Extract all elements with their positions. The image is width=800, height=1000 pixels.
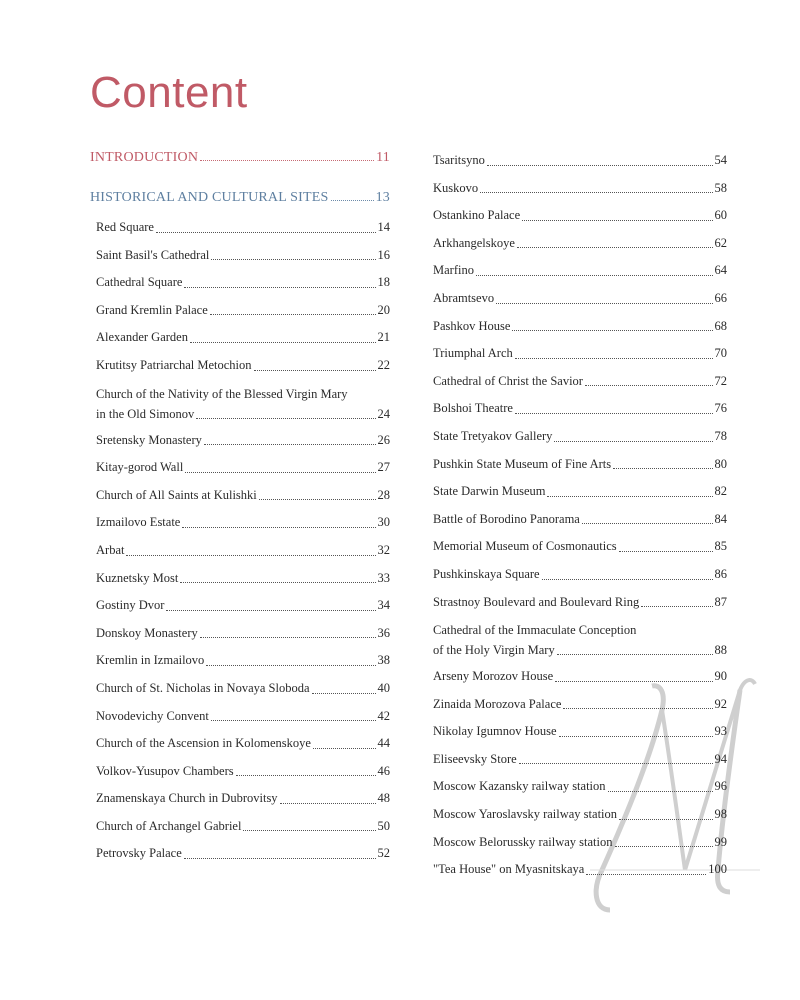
section-label: HISTORICAL AND CULTURAL SITES xyxy=(90,190,329,205)
toc-entry[interactable] xyxy=(433,691,727,719)
entry-title: Donskoy Monastery xyxy=(96,625,198,640)
entry-title: State Darwin Museum xyxy=(433,484,546,499)
page-number: 88 xyxy=(714,643,727,658)
page-number: 84 xyxy=(714,511,727,526)
entry-title: Saint Basil's Cathedral xyxy=(96,247,210,262)
page-number: 32 xyxy=(377,542,390,557)
dot-leader xyxy=(196,418,375,419)
dot-leader xyxy=(280,803,376,804)
entry-second-line xyxy=(96,404,390,424)
entry-title: Novodevichy Convent xyxy=(96,708,209,723)
entry-title: Kuskovo xyxy=(433,180,479,195)
toc-entry[interactable] xyxy=(90,482,390,510)
dot-leader xyxy=(496,303,712,304)
entry-title: Moscow Belorussky railway station xyxy=(433,834,613,849)
entry-title: Znamenskaya Church in Dubrovitsy xyxy=(96,791,278,806)
page-number: 100 xyxy=(708,862,727,877)
toc-entry[interactable] xyxy=(433,773,727,801)
entry-title-continued: in the Old Simonov xyxy=(96,406,195,421)
entry-title: Cathedral of Christ the Savior xyxy=(433,373,583,388)
page-number: 70 xyxy=(714,346,727,361)
page-number: 40 xyxy=(377,680,390,695)
page-number: 34 xyxy=(377,598,390,613)
toc-entry[interactable] xyxy=(90,324,390,352)
dot-leader xyxy=(211,720,376,721)
page-number: 78 xyxy=(714,428,727,443)
dot-leader xyxy=(182,527,375,528)
page-number: 54 xyxy=(714,153,727,167)
toc-entry[interactable] xyxy=(433,616,727,663)
dot-leader xyxy=(204,444,376,445)
dot-leader xyxy=(582,523,713,524)
page-number: 62 xyxy=(714,235,727,250)
dot-leader xyxy=(184,858,376,859)
toc-entry[interactable] xyxy=(90,509,390,537)
page-number: 42 xyxy=(377,708,390,723)
entry-title: Church of St. Nicholas in Novaya Sloboda xyxy=(96,680,310,695)
dot-leader xyxy=(559,736,713,737)
section-label: INTRODUCTION xyxy=(90,150,199,165)
entry-title: "Tea House" on Myasnitskaya xyxy=(433,862,585,877)
dot-leader xyxy=(243,830,375,831)
dot-leader xyxy=(476,275,713,276)
page-number: 48 xyxy=(377,791,390,806)
dot-leader xyxy=(331,200,374,201)
entry-title: Gostiny Dvor xyxy=(96,598,165,613)
dot-leader xyxy=(547,496,712,497)
dot-leader xyxy=(312,693,376,694)
entry-title: Church of All Saints at Kulishki xyxy=(96,487,257,502)
entry-title: Volkov-Yusupov Chambers xyxy=(96,763,234,778)
toc-section-introduction[interactable] xyxy=(90,150,390,170)
dot-leader xyxy=(585,385,713,386)
entry-title: Alexander Garden xyxy=(96,330,188,345)
toc-entry[interactable] xyxy=(433,395,727,423)
dot-leader xyxy=(619,551,713,552)
entry-title: Krutitsy Patriarchal Metochion xyxy=(96,357,252,372)
entry-title: Arbat xyxy=(96,542,125,557)
entry-title: Arkhangelskoye xyxy=(433,235,515,250)
dot-leader xyxy=(259,499,376,500)
entry-title: Bolshoi Theatre xyxy=(433,401,513,416)
dot-leader xyxy=(126,555,375,556)
dot-leader xyxy=(166,610,375,611)
page-number: 22 xyxy=(377,357,390,372)
dot-leader xyxy=(487,165,713,166)
entry-title: State Tretyakov Gallery xyxy=(433,428,553,443)
page-number: 80 xyxy=(714,456,727,471)
toc-entry[interactable] xyxy=(90,380,390,427)
dot-leader xyxy=(522,220,712,221)
toc-entry[interactable] xyxy=(90,813,390,841)
toc-entry[interactable] xyxy=(90,730,390,758)
entry-second-line xyxy=(433,640,727,660)
dot-leader xyxy=(190,342,376,343)
page-number: 72 xyxy=(714,373,727,388)
toc-entry[interactable] xyxy=(90,214,390,242)
page-number: 82 xyxy=(714,484,727,499)
entry-title: Kremlin in Izmailovo xyxy=(96,653,205,668)
page-title: Content xyxy=(90,68,248,117)
entry-title: Battle of Borodino Panorama xyxy=(433,511,580,526)
toc-left-column xyxy=(90,150,390,868)
toc-entry[interactable] xyxy=(433,368,727,396)
page-number: 68 xyxy=(714,318,727,333)
page-number: 93 xyxy=(714,724,727,739)
page-number: 76 xyxy=(714,401,727,416)
page-number: 27 xyxy=(377,460,390,475)
page-number: 18 xyxy=(377,275,390,290)
page-number: 92 xyxy=(714,696,727,711)
dot-leader xyxy=(586,874,706,875)
page-number: 26 xyxy=(377,432,390,447)
dot-leader xyxy=(512,330,712,331)
page-number: 33 xyxy=(377,570,390,585)
toc-entry[interactable] xyxy=(433,533,727,561)
dot-leader xyxy=(180,582,375,583)
toc-entry[interactable] xyxy=(433,423,727,451)
entry-title: Moscow Kazansky railway station xyxy=(433,779,606,794)
entry-title: Triumphal Arch xyxy=(433,346,513,361)
entry-title: Church of Archangel Gabriel xyxy=(96,818,242,833)
toc-right-column xyxy=(433,147,727,884)
dot-leader xyxy=(557,654,713,655)
toc-entry[interactable] xyxy=(433,561,727,589)
page-number: 94 xyxy=(714,751,727,766)
toc-entry[interactable] xyxy=(433,663,727,691)
dot-leader xyxy=(254,370,376,371)
toc-entry[interactable] xyxy=(90,242,390,270)
page-number: 21 xyxy=(377,330,390,345)
entry-title: Zinaida Morozova Palace xyxy=(433,696,562,711)
toc-entry[interactable] xyxy=(433,147,727,175)
toc-entry[interactable] xyxy=(90,427,390,455)
page-number: 38 xyxy=(377,653,390,668)
page-number: 85 xyxy=(714,539,727,554)
toc-entry[interactable] xyxy=(90,565,390,593)
page-number: 98 xyxy=(714,807,727,822)
page-number: 36 xyxy=(377,625,390,640)
toc-entry[interactable] xyxy=(433,589,727,617)
toc-entry[interactable] xyxy=(90,537,390,565)
page-number: 11 xyxy=(376,150,390,165)
dot-leader xyxy=(211,259,375,260)
dot-leader xyxy=(563,708,712,709)
dot-leader xyxy=(515,413,713,414)
dot-leader xyxy=(210,314,376,315)
entry-title: Ostankino Palace xyxy=(433,208,521,223)
toc-entry[interactable] xyxy=(90,297,390,325)
entry-title: Kuznetsky Most xyxy=(96,570,179,585)
toc-entry[interactable] xyxy=(433,257,727,285)
page-number: 16 xyxy=(377,247,390,262)
toc-entry[interactable] xyxy=(433,451,727,479)
toc-entry[interactable] xyxy=(90,454,390,482)
entry-title: Tsaritsyno xyxy=(433,153,485,167)
toc-entry[interactable] xyxy=(90,352,390,380)
toc-entry[interactable] xyxy=(90,703,390,731)
entry-title: Sretensky Monastery xyxy=(96,432,202,447)
page-number: 52 xyxy=(377,846,390,861)
toc-entry[interactable] xyxy=(433,478,727,506)
entry-title: Pushkinskaya Square xyxy=(433,566,540,581)
page-number: 13 xyxy=(375,190,390,205)
page-number: 50 xyxy=(377,818,390,833)
dot-leader xyxy=(615,846,713,847)
dot-leader xyxy=(200,637,376,638)
entry-title: Strastnoy Boulevard and Boulevard Ring xyxy=(433,594,640,609)
dot-leader xyxy=(619,819,712,820)
entry-title: Grand Kremlin Palace xyxy=(96,302,208,317)
toc-entry-list xyxy=(90,214,390,868)
entry-title: Arseny Morozov House xyxy=(433,669,554,684)
entry-title: Nikolay Igumnov House xyxy=(433,724,557,739)
toc-section-historical[interactable] xyxy=(90,190,390,210)
dot-leader xyxy=(608,791,713,792)
toc-entry[interactable] xyxy=(433,340,727,368)
toc-entry[interactable] xyxy=(90,647,390,675)
dot-leader xyxy=(206,665,375,666)
page-number: 14 xyxy=(377,220,390,234)
dot-leader xyxy=(236,775,376,776)
toc-entry[interactable] xyxy=(90,620,390,648)
page-number: 30 xyxy=(377,515,390,530)
page-number: 58 xyxy=(714,180,727,195)
page-number: 28 xyxy=(377,487,390,502)
dot-leader xyxy=(613,468,712,469)
entry-title: Cathedral Square xyxy=(96,275,183,290)
toc-entry[interactable] xyxy=(433,856,727,884)
toc-entry[interactable] xyxy=(90,592,390,620)
page-number: 24 xyxy=(377,406,390,421)
toc-entry[interactable] xyxy=(90,758,390,786)
toc-entry[interactable] xyxy=(90,840,390,868)
toc-entry[interactable] xyxy=(90,675,390,703)
dot-leader xyxy=(554,441,712,442)
entry-title: Church of the Nativity of the Blessed Virgin Mary xyxy=(96,386,348,401)
entry-title: Cathedral of the Immaculate Conception xyxy=(433,623,637,638)
toc-entry[interactable] xyxy=(433,202,727,230)
page-number: 99 xyxy=(714,834,727,849)
dot-leader xyxy=(313,748,376,749)
dot-leader xyxy=(542,579,713,580)
page-number: 86 xyxy=(714,566,727,581)
dot-leader xyxy=(555,681,712,682)
dot-leader xyxy=(184,287,375,288)
entry-title: Izmailovo Estate xyxy=(96,515,181,530)
dot-leader xyxy=(517,247,713,248)
entry-title: Church of the Ascension in Kolomenskoye xyxy=(96,736,311,751)
toc-entry[interactable] xyxy=(433,313,727,341)
toc-entry[interactable] xyxy=(433,175,727,203)
toc-entry[interactable] xyxy=(433,746,727,774)
entry-title: Moscow Yaroslavsky railway station xyxy=(433,807,618,822)
page-number: 64 xyxy=(714,263,727,278)
page-number: 44 xyxy=(377,736,390,751)
entry-title: Eliseevsky Store xyxy=(433,751,517,766)
toc-entry[interactable] xyxy=(433,829,727,857)
page-number: 60 xyxy=(714,208,727,223)
entry-title: Red Square xyxy=(96,220,154,234)
toc-entry[interactable] xyxy=(433,285,727,313)
toc-entry[interactable] xyxy=(433,801,727,829)
entry-title: Pashkov House xyxy=(433,318,511,333)
page-number: 20 xyxy=(377,302,390,317)
dot-leader xyxy=(480,192,712,193)
toc-entry[interactable] xyxy=(433,230,727,258)
page-number: 96 xyxy=(714,779,727,794)
dot-leader xyxy=(641,606,712,607)
page-number: 66 xyxy=(714,290,727,305)
entry-title: Marfino xyxy=(433,263,474,278)
entry-title: Pushkin State Museum of Fine Arts xyxy=(433,456,612,471)
dot-leader xyxy=(156,232,376,233)
entry-title: Kitay-gorod Wall xyxy=(96,460,184,475)
toc-entry[interactable] xyxy=(90,785,390,813)
dot-leader xyxy=(515,358,713,359)
entry-title: Memorial Museum of Cosmonautics xyxy=(433,539,617,554)
page-number: 46 xyxy=(377,763,390,778)
toc-entry[interactable] xyxy=(433,718,727,746)
entry-title-continued: of the Holy Virgin Mary xyxy=(433,643,555,658)
entry-title: Petrovsky Palace xyxy=(96,846,182,861)
entry-title: Abramtsevo xyxy=(433,290,495,305)
page-number: 87 xyxy=(714,594,727,609)
dot-leader xyxy=(200,160,374,161)
dot-leader xyxy=(185,472,375,473)
page-number: 90 xyxy=(714,669,727,684)
toc-entry-list xyxy=(433,147,727,884)
toc-entry[interactable] xyxy=(90,269,390,297)
toc-entry[interactable] xyxy=(433,506,727,534)
dot-leader xyxy=(519,763,713,764)
